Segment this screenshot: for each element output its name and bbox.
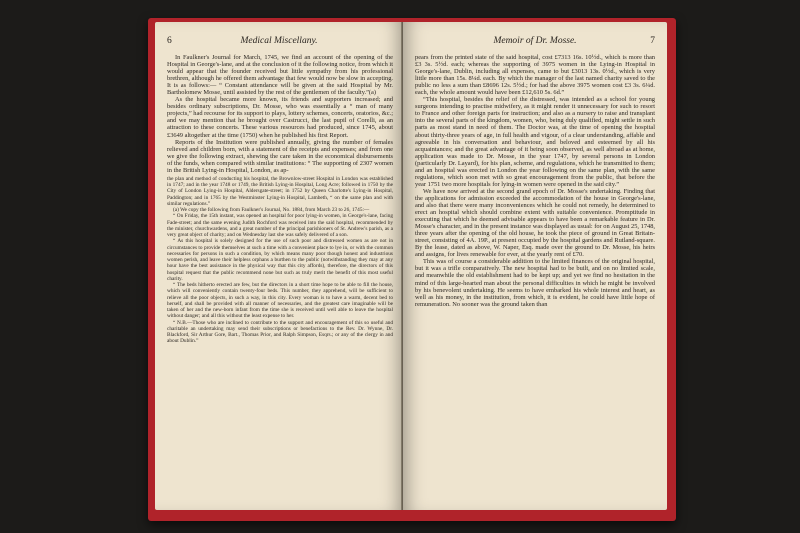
footnote-continuation: the plan and method of conducting his hospital, the Brownlow-street Hospital in London was established in 1747; and in the year 1748 or 1749, the British Lying-in Hospital, Long Acre; followed in 1750 by the City of London Lying-in Hospital, Aldersgate-street; in 1752 by Queen Charlotte's Lying-in Hospital, Paddington; and in 1765 by the Westminster Lying-in Hospital, Lambeth, “ on the same plan and with similar regulations.”	[167, 175, 393, 207]
left-page-body	[167, 54, 393, 345]
right-page-header	[415, 36, 655, 48]
footnote: “ On Friday, the 15th instant, was opened an hospital for poor lying-in women, in George's-lane, facing Fade-street; and the same evening Judith Rochford was received into the said hospital, recommended by the minister, churchwardens, and a great number of the principal parishioners of St. Andrew's parish, as a very great object of charity; and on Wednesday last she was safely delivered of a son.	[167, 213, 393, 239]
right-page-body	[415, 54, 655, 308]
running-head: Memoir of Dr. Mosse.	[493, 36, 577, 46]
page-number: 7	[650, 36, 655, 46]
footnote: “ The beds hitherto erected are few, but the directors in a short time hope to be able to fill the house, which will conveniently contain twenty-four beds. This number, they apprehend, will be sufficient to relieve all the poor objects, in such a way, in this city. Every woman is to have a warm, decent bed to herself, and shall be provided with all manner of necessaries, and the greatest care imaginable will be taken of her and the new-born infant from the time she is received until well able to leave the hospital without danger; and all this without the least expense to her.	[167, 282, 393, 320]
paragraph: Reports of the Institution were published annually, giving the number of females relieved and children born, with a statement of the receipts and expenses; and from one we give the following extract, shewing the care taken in the economical disbursements of the funds, when compared with similar institutions: “ The supporting of 2307 women in the British Lying-in Hospital, London, as ap-	[167, 138, 393, 174]
footnote: (a) We copy the following from Faulkner's Journal, No. 1884, from March 23 to 26, 1745:—	[173, 207, 370, 214]
page-number: 6	[167, 36, 172, 46]
paragraph: pears from the printed state of the said hospital, cost £7313 16s. 10½d., which is more than £3 3s. 5½d. each; whereas the supporting of 3975 women in the Lying-in Hospital in George's-lane, Dublin, including all expenses, came to but £3013 13s. 0½d., which is very little more than 15s. 8¼d. each. By which the manager of the last named charity saved to the public no less a sum than £8696 12s. 5½d.; for had the above 3975 women cost £3 3s. 6¼d. each, the whole amount would have been £12,610 5s. 6d.”	[415, 54, 655, 97]
paragraph: “This hospital, besides the relief of the distressed, was intended as a school for young surgeons intending to practise midwifery, as it might render it unnecessary for such to resort to France and other foreign parts for instruction; and also as a nursery to raise and transplant into the several parts of the kingdom, women, who, being duly qualified, might settle in such parts as most stand in need of them. The Doctor was, at the time of opening the hospital about thirty-three years of age, in full health and vigour, of a clear understanding, affable and agreeable in his conversation and behaviour, and beloved and esteemed by all his acquaintances; and the great advantage of it being soon observed, as well abroad as at home, application was made to Dr. Mosse, in the year 1747, by several persons in London (particularly Dr. Layard), for his plan, scheme, and regulations, which he transmitted to them; and an hospital was erected in London the year following on the same plan, with the same regulations, which soon met with so great encouragement from the public, that before the year 1751 two more hospitals for lying-in women were opened in the said city.”	[415, 96, 655, 188]
footnotes	[167, 176, 393, 345]
running-head: Medical Miscellany.	[240, 36, 318, 46]
footnote: “ N.B.—Those who are inclined to contribute to the support and encouragement of this so useful and charitable an undertaking may send their subscriptions or benefactions to the Rev. Dr. Wynne, Dr. Blackford, Sir Arthur Gore, Bart., Thomas Prior, and Ralph Simpson, Esqrs.; or any of the clergy in and about Dublin.”	[167, 319, 393, 345]
paragraph: As the hospital became more known, its friends and supporters increased; and besides ordinary subscriptions, Dr. Mosse, who was essentially a “ man of many projects,” had recourse for its support to plays, lottery schemes, concerts, oratorios, &c.; and we may mention that he brought over Castrucci, the last pupil of Corelli, as an attraction to these concerts. These various resources had produced, since 1745, about £3649 altogether at the time (1750) when he published his first Report.	[167, 96, 393, 139]
right-page	[403, 22, 667, 510]
paragraph: We have now arrived at the second grand epoch of Dr. Mosse's undertaking. Finding that the applications for admission exceeded the accommodation of the house in George's-lane, and also that there were many inconveniences which he could not remedy, he determined to erect an hospital which should combine extent with suitable convenience. Promptitude in executing that which he deemed advisable appears to have been a remarkable feature in Dr. Mosse's character, and in the present instance was displayed as usual: for on August 25, 1748, three years after the opening of the old house, he took the piece of ground in Great Britain-street, consisting of 4A. 19P., at present occupied by the hospital gardens and Rutland-square. By the lease, dated as above, W. Naper, Esq. made over the ground to Dr. Mosse, his heirs and assigns, for lives renewable for ever, at the yearly rent of £70.	[415, 187, 655, 259]
footnote: “ As this hospital is solely designed for the use of such poor and distressed women as are not in circumstances to provide themselves at such a time with a convenient place to lye in, or with the common necessaries for persons in such a condition, by which means many poor though honest and industrious women perish, and leave their helpless orphans a burthen to the public (notwithstanding they may at any hour have the best assistance in the physical way that this city affords), therefore, the directors of this hospital request that the public recommend none but such as truly merit the benefit of this most useful charity.	[167, 238, 393, 282]
left-page-header	[167, 36, 391, 48]
paragraph: This was of course a considerable addition to the limited finances of the original hospital, but it was a trifle comparatively. The new hospital had to be built, and on no limited scale, and meanwhile the old establishment had to be kept up; and yet we find no hesitation in the mind of this large-hearted man about the personal difficulties in which he might be involved by his benevolent undertaking. He seems to have embarked his whole interest and heart, as well as his money, in the institution, from which, it is evident, he could have little hope of remuneration. No sooner was the ground taken than	[415, 258, 655, 308]
paragraph: In Faulkner's Journal for March, 1745, we find an account of the opening of the Hospital in George's-lane, and at the conclusion of it the following notice, from which it would appear that the founder received but little sympathy from his professional brethren, although he offered them advantage that few would now be slow in accepting. It is as follows:— “ Constant attendance will be given at the said Hospital by Mr. Bartholomew Mosse, until assisted by the rest of the gentlemen of the faculty.”(a)	[167, 54, 393, 97]
left-page	[155, 22, 403, 510]
